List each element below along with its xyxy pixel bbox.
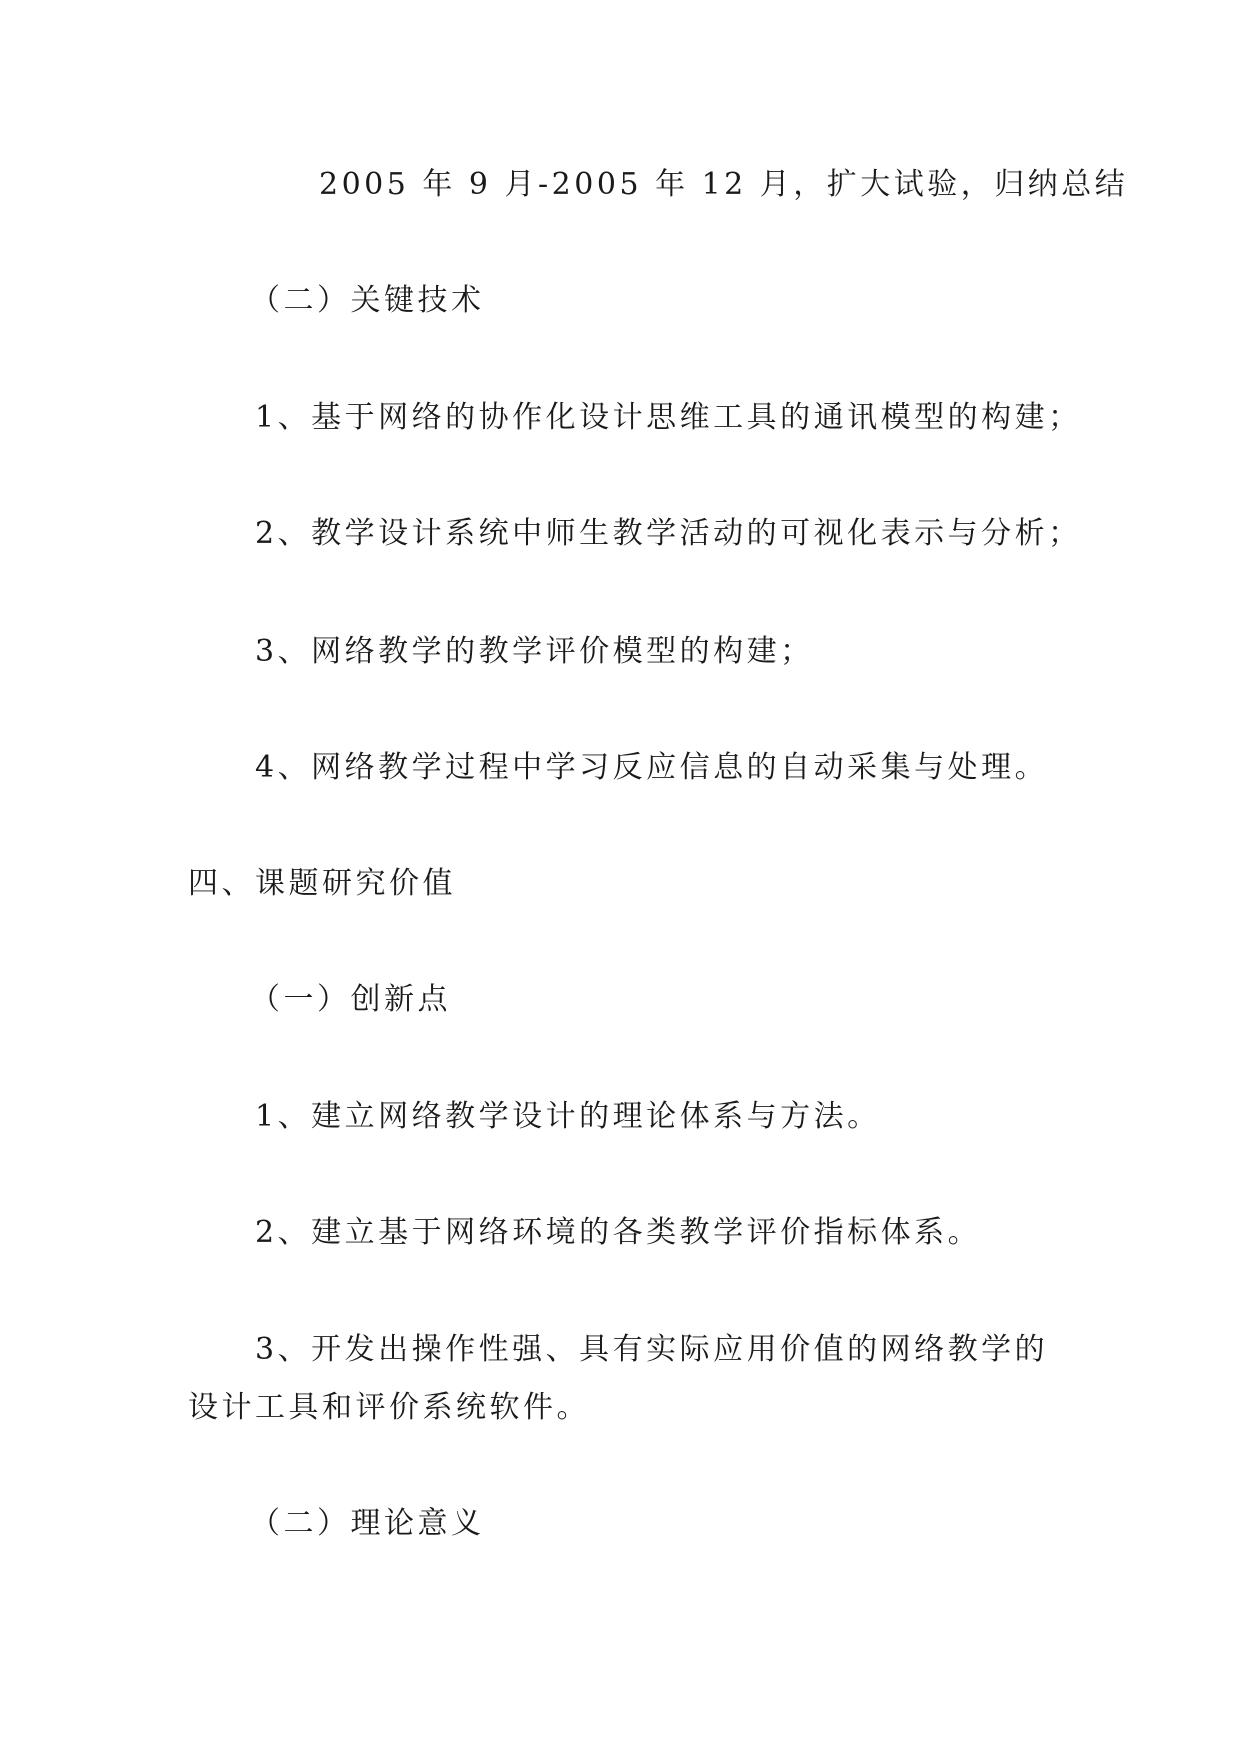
key-tech-item-4: 4、网络教学过程中学习反应信息的自动采集与处理。 [255, 750, 1049, 785]
innovation-item-1: 1、建立网络教学设计的理论体系与方法。 [255, 1099, 881, 1134]
innovation-heading: （一）创新点 [250, 982, 451, 1017]
timeline-line: 2005 年 9 月-2005 年 12 月，扩大试验，归纳总结 [319, 167, 1129, 202]
section-heading: 四、课题研究价值 [188, 866, 456, 901]
innovation-item-2: 2、建立基于网络环境的各类教学评价指标体系。 [255, 1215, 982, 1250]
innovation-item-3-line-1: 3、开发出操作性强、具有实际应用价值的网络教学的 [255, 1332, 1049, 1367]
key-tech-item-2: 2、教学设计系统中师生教学活动的可视化表示与分析； [255, 516, 1082, 551]
key-tech-item-1: 1、基于网络的协作化设计思维工具的通讯模型的构建； [255, 400, 1082, 435]
key-tech-heading: （二）关键技术 [250, 283, 485, 318]
theory-heading: （二）理论意义 [250, 1506, 485, 1541]
key-tech-item-3: 3、网络教学的教学评价模型的构建； [255, 634, 814, 669]
innovation-item-3-line-2: 设计工具和评价系统软件。 [188, 1390, 590, 1425]
